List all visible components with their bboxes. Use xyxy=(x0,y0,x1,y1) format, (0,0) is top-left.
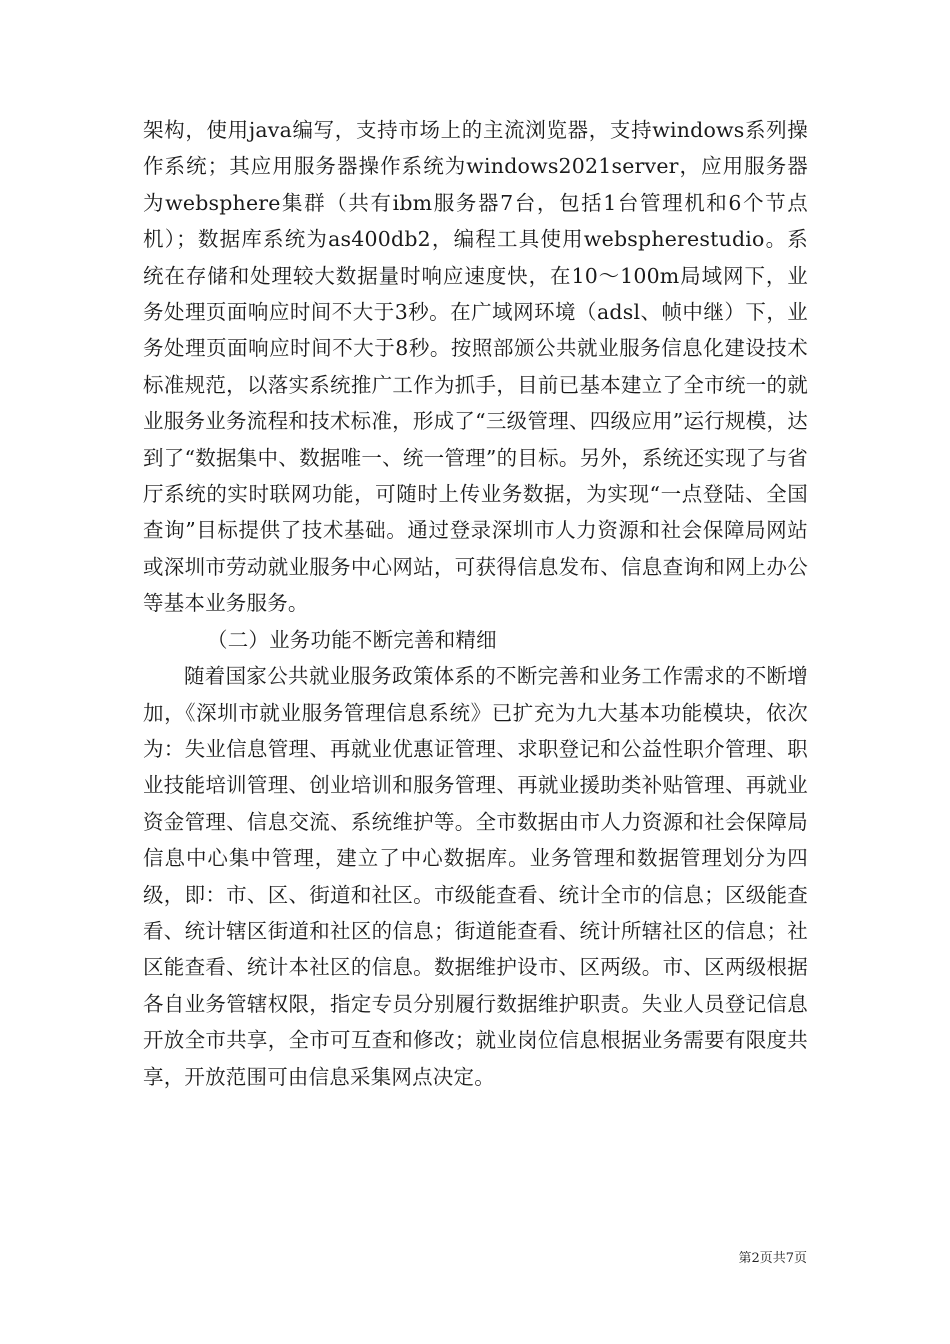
section-heading: （二）业务功能不断完善和精细 xyxy=(207,627,497,652)
paragraph-business-functions: 随着国家公共就业服务政策体系的不断完善和业务工作需求的不断增加，《深圳市就业服务管理信息系统》已扩充为九大基本功能模块，依次为：失业信息管理、再就业优惠证管理、求职登记和公益性职介管理、职业技能培训管理、创业培训和服务管理、再就业援助类补贴管理、再就业资金管理、信息交流、系统维护等。全市数据由市人力资源和社会保障局信息中心集中管理，建立了中心数据库。业务管理和数据管理划分为四级，即：市、区、街道和社区。市级能查看、统计全市的信息；区级能查看、统计辖区街道和社区的信息；街道能查看、统计所辖社区的信息；社区能查看、统计本社区的信息。数据维护设市、区两级。市、区两级根据各自业务管辖权限，指定专员分别履行数据维护职责。失业人员登记信息开放全市共享，全市可互查和修改；就业岗位信息根据业务需要有限度共享，开放范围可由信息采集网点决定。 xyxy=(143,664,808,1089)
paragraph-system-architecture: 架构，使用java编写，支持市场上的主流浏览器，支持windows系列操作系统；其应用服务器操作系统为windows2021server，应用服务器为websphere集群（共有ibm服务器7台，包括1台管理机和6个节点机）；数据库系统为as400db2，编程工具使用webspherestudio。系统在存储和处理较大数据量时响应速度快，在10～100m局域网下，业务处理页面响应时间不大于3秒。在广域网环境（adsl、帧中继）下，业务处理页面响应时间不大于8秒。按照部颁公共就业服务信息化建设技术标准规范，以落实系统推广工作为抓手，目前已基本建立了全市统一的就业服务业务流程和技术标准，形成了“三级管理、四级应用”运行规模，达到了“数据集中、数据唯一、统一管理”的目标。另外，系统还实现了与省厅系统的实时联网功能，可随时上传业务数据，为实现“一点登陆、全国查询”目标提供了技术基础。通过登录深圳市人力资源和社会保障局网站或深圳市劳动就业服务中心网站，可获得信息发布、信息查询和网上办公等基本业务服务。 xyxy=(143,118,808,616)
document-body xyxy=(143,112,808,1095)
page-number: 第2页共7页 xyxy=(738,1251,807,1266)
